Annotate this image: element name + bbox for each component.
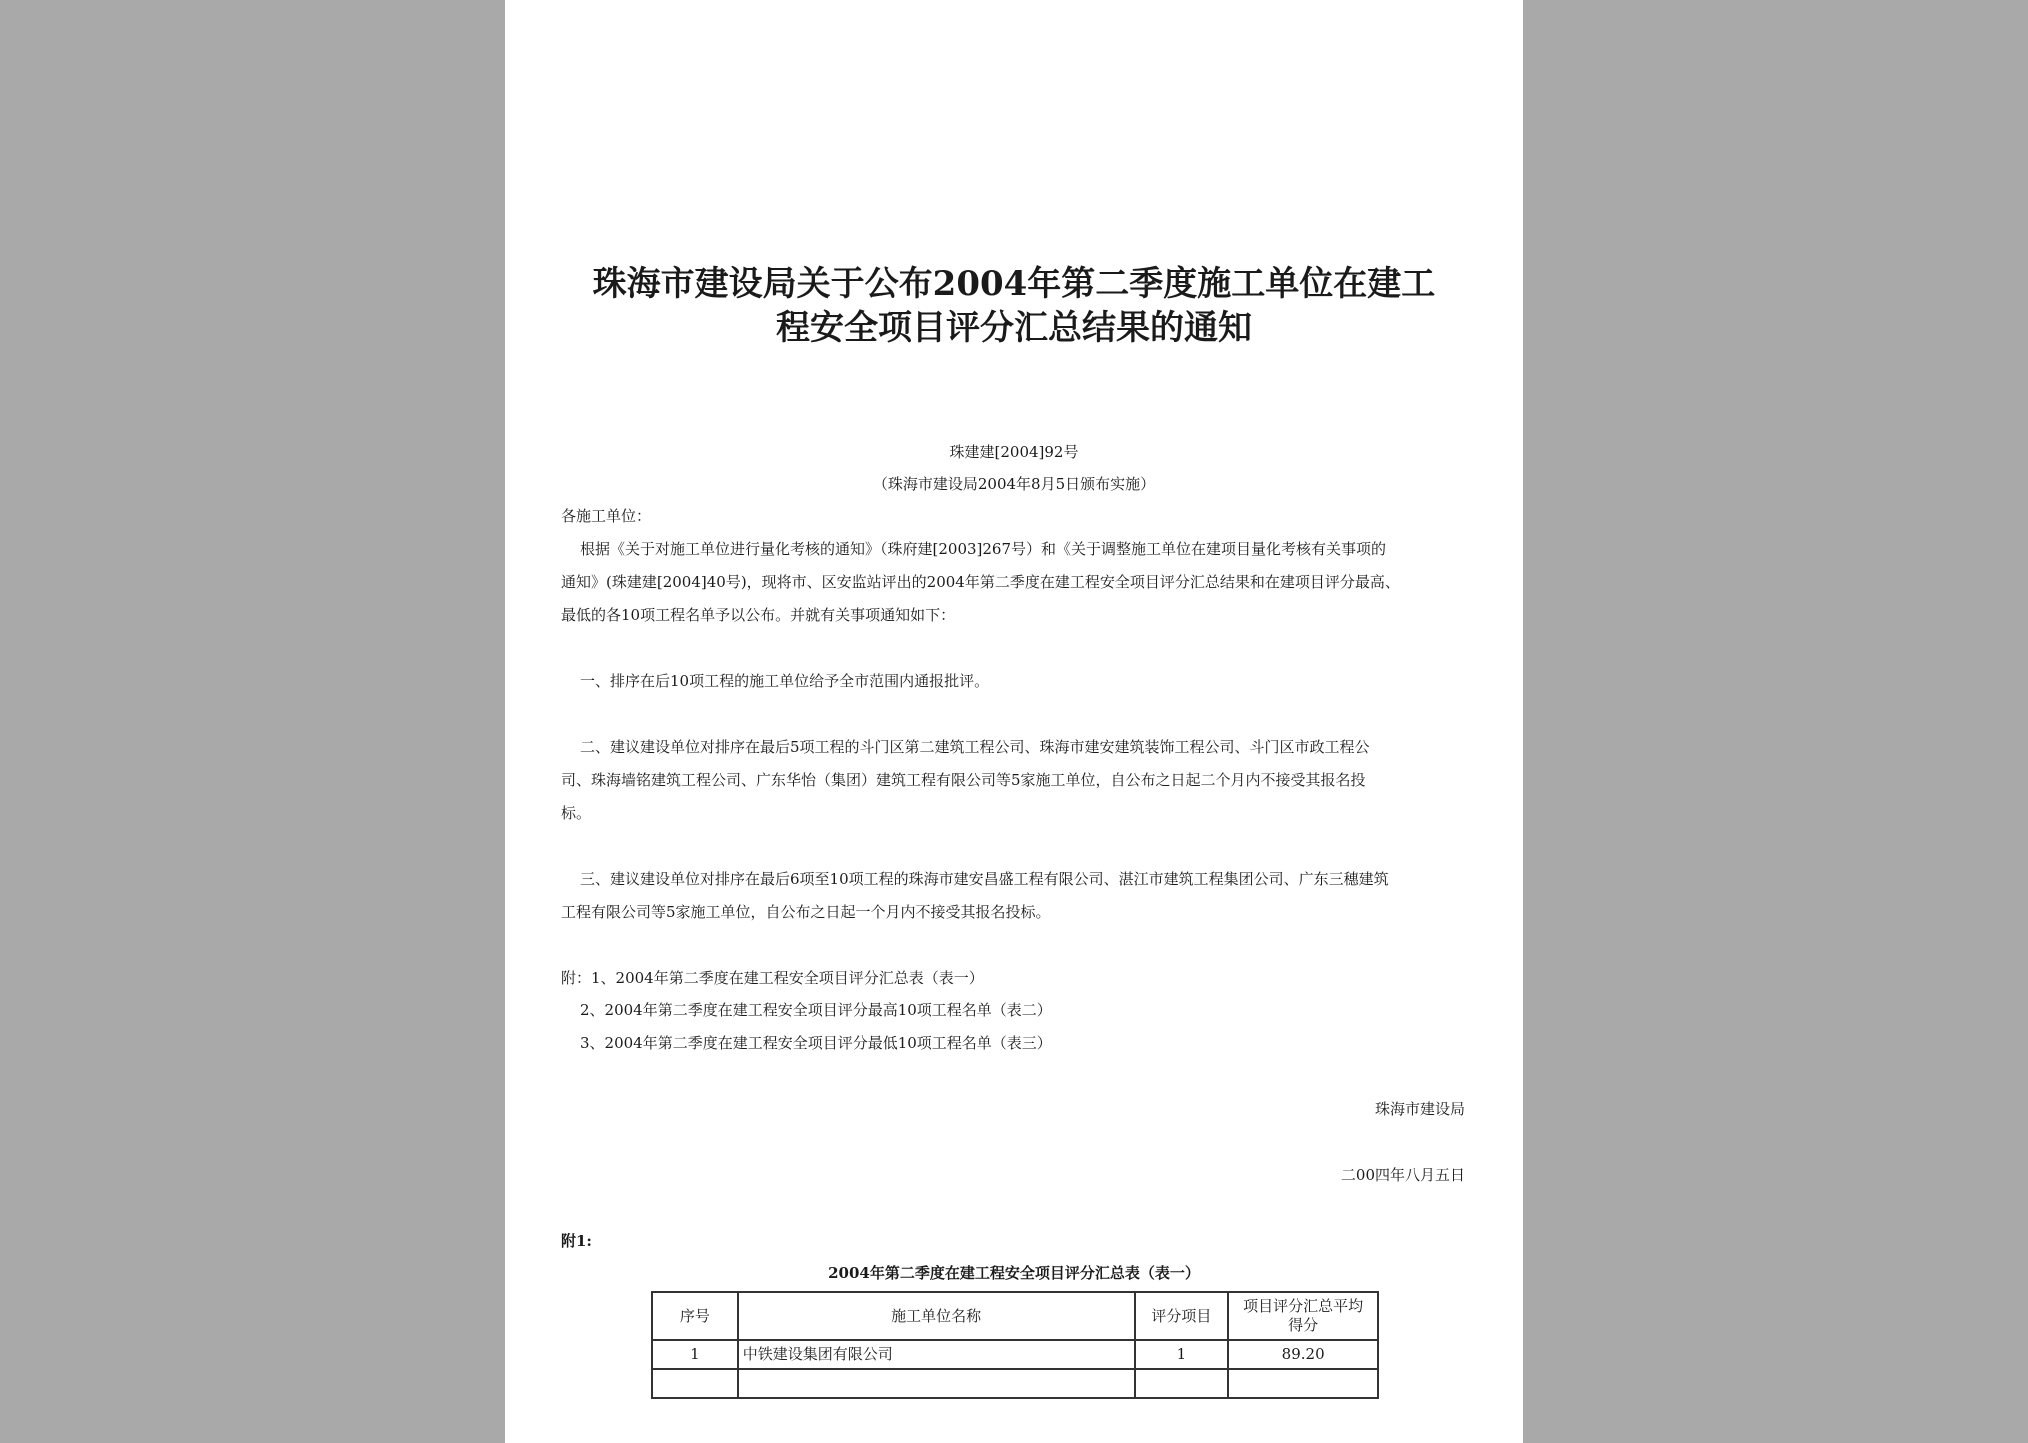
- table-row: [652, 1340, 1378, 1369]
- header-no: 序号: [652, 1292, 738, 1340]
- document-number: 珠建建[2004]92号: [949, 443, 1079, 461]
- row-unit-name: 中铁建设集团有限公司: [738, 1340, 1135, 1369]
- title-line-2: 程安全项目评分汇总结果的通知: [776, 308, 1252, 348]
- attachment-2: 2、2004年第二季度在建工程安全项目评分最高10项工程名单（表二）: [580, 1001, 1052, 1019]
- issue-note: （珠海市建设局2004年8月5日颁布实施）: [872, 475, 1156, 493]
- table-row-partial: [652, 1369, 1378, 1398]
- document-title: [565, 262, 1463, 350]
- title-line-1: 珠海市建设局关于公布2004年第二季度施工单位在建工: [592, 264, 1436, 304]
- header-items: 评分项目: [1135, 1292, 1229, 1340]
- item-2-line-1: 二、建议建设单位对排序在最后5项工程的斗门区第二建筑工程公司、珠海市建安建筑装饰工程公司、斗门区市政工程公: [580, 738, 1370, 756]
- intro-line-3: 最低的各10项工程名单予以公布。并就有关事项通知如下：: [561, 606, 956, 624]
- header-average-score-line-1: 项目评分汇总平均: [1243, 1297, 1364, 1315]
- header-unit-name: 施工单位名称: [738, 1292, 1135, 1340]
- attachment-3: 3、2004年第二季度在建工程安全项目评分最低10项工程名单（表三）: [580, 1034, 1052, 1052]
- table-title: 2004年第二季度在建工程安全项目评分汇总表（表一）: [828, 1264, 1200, 1282]
- signer: 珠海市建设局: [1374, 1100, 1465, 1118]
- item-1-line-1: 一、排序在后10项工程的施工单位给予全市范围内通报批评。: [580, 672, 990, 690]
- header-average-score-line-2: 得分: [1288, 1316, 1319, 1334]
- row-score: 89.20: [1228, 1340, 1378, 1369]
- issue-date: 二00四年八月五日: [1340, 1166, 1465, 1184]
- attachment-1: 附：1、2004年第二季度在建工程安全项目评分汇总表（表一）: [561, 969, 984, 987]
- item-3-line-1: 三、建议建设单位对排序在最后6项至10项工程的珠海市建安昌盛工程有限公司、湛江市建筑工程集团公司、广东三穗建筑: [580, 870, 1389, 888]
- row-items: 1: [1135, 1340, 1229, 1369]
- row-no: 1: [652, 1340, 738, 1369]
- item-2-line-3: 标。: [561, 804, 592, 822]
- table-header-row: [652, 1292, 1378, 1340]
- appendix-label: 附1:: [561, 1232, 592, 1250]
- score-table: [651, 1291, 1379, 1399]
- item-3-line-2: 工程有限公司等5家施工单位，自公布之日起一个月内不接受其报名投标。: [561, 903, 1051, 921]
- salutation: 各施工单位：: [561, 507, 652, 525]
- item-2-line-2: 司、珠海墙铭建筑工程公司、广东华怡（集团）建筑工程有限公司等5家施工单位，自公布之日起二个月内不接受其报名投: [561, 771, 1366, 789]
- intro-line-2: 通知》(珠建建[2004]40号)，现将市、区安监站评出的2004年第二季度在建工程安全项目评分汇总结果和在建项目评分最高、: [561, 573, 1400, 591]
- header-average-score: [1228, 1292, 1378, 1340]
- document-page: [505, 0, 1523, 1443]
- intro-line-1: 根据《关于对施工单位进行量化考核的通知》（珠府建[2003]267号）和《关于调整施工单位在建项目量化考核有关事项的: [580, 540, 1387, 558]
